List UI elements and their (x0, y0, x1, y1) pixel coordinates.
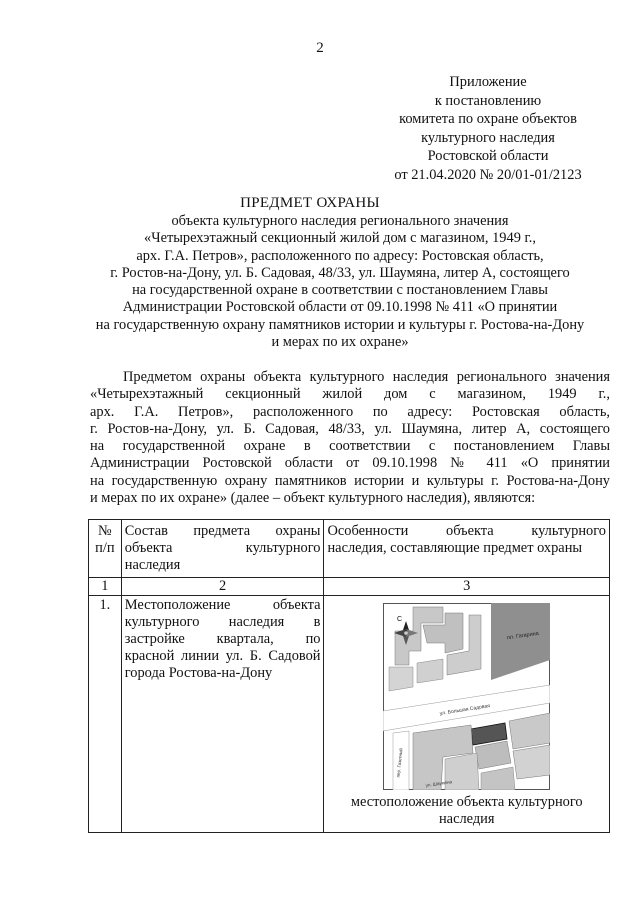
table-row (89, 596, 610, 833)
subtitle-line: г. Ростов-на-Дону, ул. Б. Садовая, 48/33, ул. Шаумяна, литер А, состоящего (110, 264, 570, 281)
paragraph-line: г. Ростов-на-Дону, ул. Б. Садовая, 48/33, ул. Шаумяна, литер А, состоящего (90, 420, 610, 437)
header-line: Состав предмета охраны (124, 523, 321, 539)
header-composition-cell (121, 520, 324, 578)
document-subtitle (60, 213, 620, 351)
map-caption (328, 794, 605, 829)
protection-table (88, 519, 610, 833)
document-title: ПРЕДМЕТ ОХРАНЫ (240, 195, 380, 211)
appendix-line: культурного наследия (421, 129, 555, 146)
description-line: красной линии ул. Б. Садовой (124, 648, 321, 664)
subtitle-line: «Четырехэтажный секционный жилой дом с магазином, 1949 г., (144, 230, 536, 247)
subtitle-line: Администрации Ростовской области от 09.10.1998 № 411 «О принятии (122, 299, 558, 316)
appendix-block (376, 73, 600, 184)
caption-line: наследия (438, 811, 495, 828)
column-number: 3 (324, 578, 610, 596)
map-label-square: пл. Гагарина (506, 630, 540, 642)
subtitle-line: и мерах по их охране» (271, 334, 409, 351)
caption-line: местоположение объекта культурного (350, 794, 583, 810)
appendix-line: комитета по охране объектов (399, 111, 577, 127)
header-num-line: п/п (95, 540, 115, 556)
subtitle-line: арх. Г.А. Петров», расположенного по адресу: Ростовская область, (136, 247, 544, 264)
paragraph-line: и мерах по их охране» (далее – объект культурного наследия), являются: (90, 490, 536, 507)
map-label-street: ул. Шаумяна (425, 779, 453, 788)
paragraph-line: на государственную охрану памятников истории и культуры г. Ростова-на-Дону (90, 472, 610, 489)
header-line: Особенности объекта культурного (327, 523, 606, 539)
row-feature-cell (324, 596, 610, 833)
description-line: застройке квартала, по (124, 631, 321, 647)
appendix-line: Ростовской области (427, 148, 549, 164)
paragraph-line: Администрации Ростовской области от 09.10.1998 № 411 «О принятии (90, 455, 610, 472)
description-line: Местоположение объекта (124, 597, 321, 613)
row-number: 1. (89, 596, 122, 833)
header-num-cell (89, 520, 122, 578)
subtitle-line: на государственной охране в соответствии с постановлением Главы (132, 282, 548, 299)
row-description (121, 596, 324, 833)
appendix-line: от 21.04.2020 № 20/01-01/2123 (394, 166, 582, 183)
header-line: наследия (124, 557, 181, 573)
table-header-row (89, 520, 610, 578)
paragraph-line: «Четырехэтажный секционный жилой дом с магазином, 1949 г., (90, 386, 610, 403)
column-number: 2 (121, 578, 324, 596)
location-map (383, 603, 550, 790)
intro-paragraph (90, 369, 610, 507)
page-number: 2 (316, 40, 324, 56)
map-label-street: ул. Большая Садовая (439, 703, 491, 717)
subtitle-line: на государственную охрану памятников истории и культуры г. Ростова-на-Дону (95, 316, 585, 333)
subtitle-line: объекта культурного наследия регионального значения (171, 213, 509, 229)
paragraph-line: арх. Г.А. Петров», расположенного по адресу: Ростовская область, (90, 403, 610, 420)
paragraph-line: Предметом охраны объекта культурного наследия регионального значения (123, 369, 610, 385)
header-features-cell (324, 520, 610, 578)
column-number: 1 (89, 578, 122, 596)
appendix-line: Приложение (449, 74, 527, 90)
column-number-row (89, 578, 610, 596)
map-label-lane: пер. Газетный (395, 748, 404, 778)
header-line: объекта культурного (124, 540, 321, 556)
header-num-line: № (98, 523, 112, 539)
description-line: культурного наследия в (124, 614, 321, 630)
appendix-line: к постановлению (434, 92, 542, 109)
paragraph-line: на государственной охране в соответствии с постановлением Главы (90, 438, 610, 455)
header-line: наследия, составляющие предмет охраны (327, 540, 583, 556)
location-map-image (383, 603, 550, 790)
map-north-label: С (397, 616, 403, 623)
description-line: города Ростова-на-Дону (124, 665, 273, 681)
